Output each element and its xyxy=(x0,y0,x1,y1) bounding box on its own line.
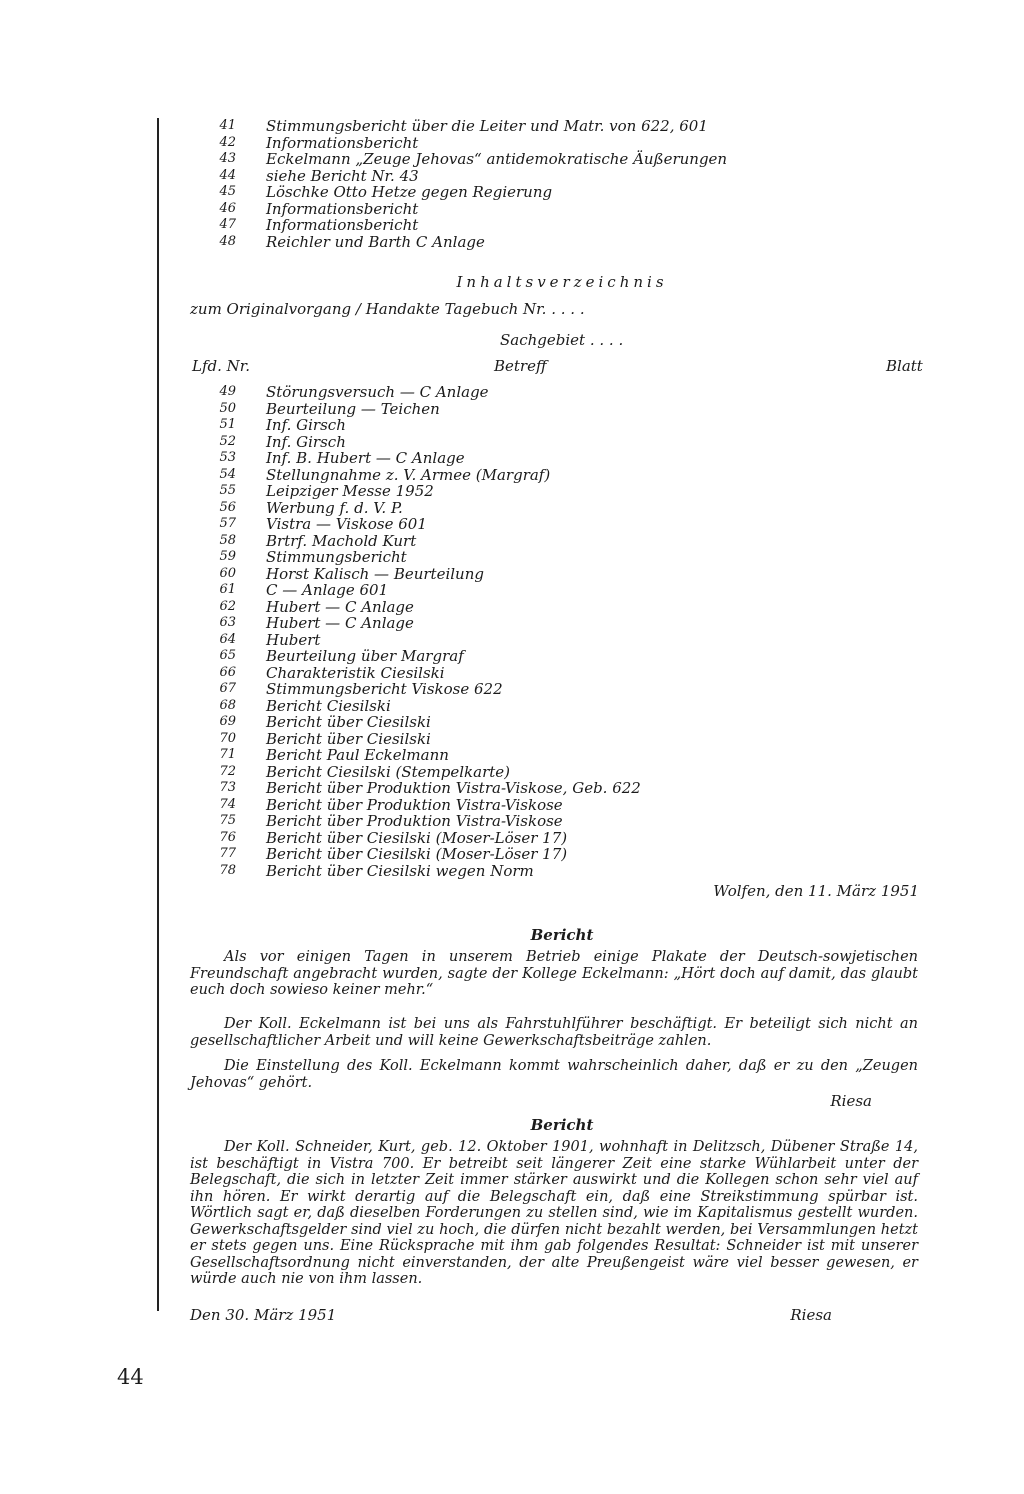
entry-number: 44 xyxy=(219,167,236,183)
entry-number: 68 xyxy=(219,697,236,713)
entry-text: Eckelmann „Zeuge Jehovas“ antidemokratische Äußerungen xyxy=(266,150,728,168)
list-item xyxy=(200,533,900,550)
entry-text: Bericht über Ciesilski (Moser-Löser 17) xyxy=(266,828,568,847)
entry-text: Bericht Ciesilski (Stempelkarte) xyxy=(266,762,511,781)
entry-text: Brtrf. Machold Kurt xyxy=(266,531,417,550)
list-item xyxy=(200,234,900,251)
list-item xyxy=(200,483,900,500)
report1-paragraph-2 xyxy=(190,1016,918,1049)
report2-heading: Bericht xyxy=(530,1116,594,1134)
entry-text: Beurteilung über Margraf xyxy=(266,647,464,665)
entry-text: Bericht Paul Eckelmann xyxy=(266,746,449,764)
list-item xyxy=(200,500,900,517)
entry-text: Bericht über Ciesilski xyxy=(266,729,431,748)
entry-text: Charakteristik Ciesilski xyxy=(266,663,445,682)
list-item xyxy=(200,516,900,533)
col-header-blatt: Blatt xyxy=(886,357,923,375)
list-item xyxy=(200,714,900,731)
entry-text: Bericht über Produktion Vistra-Viskose, Geb. 622 xyxy=(266,779,641,797)
report2-date: Den 30. März 1951 xyxy=(190,1306,337,1324)
entry-number: 47 xyxy=(219,217,236,232)
list-item xyxy=(200,434,900,451)
wolfen-date: Wolfen, den 11. März 1951 xyxy=(713,882,919,900)
entry-number: 46 xyxy=(219,200,236,216)
entry-number: 69 xyxy=(219,714,236,729)
list-item xyxy=(200,184,900,201)
entry-number: 53 xyxy=(219,450,236,465)
list-item xyxy=(200,665,900,682)
entry-number: 54 xyxy=(219,466,236,482)
list-item xyxy=(200,417,900,434)
list-item xyxy=(200,747,900,764)
entry-number: 48 xyxy=(219,233,236,249)
report1-place: Riesa xyxy=(830,1092,872,1110)
entry-text: Stimmungsbericht Viskose 622 xyxy=(266,680,503,698)
entry-number: 51 xyxy=(219,417,236,432)
list-item xyxy=(200,217,900,234)
entry-text: Inf. B. Hubert — C Anlage xyxy=(266,449,465,467)
entry-text: Inf. Girsch xyxy=(266,432,346,451)
col-header-nr: Lfd. Nr. xyxy=(192,357,251,375)
report2-paragraph xyxy=(190,1139,918,1288)
report1-p3-text: Die Einstellung des Koll. Eckelmann kommt wahrscheinlich daher, daß er zu den „Zeugen Jehovas“ gehört. xyxy=(190,1058,918,1091)
report1-paragraph-3 xyxy=(190,1058,918,1091)
entry-number: 71 xyxy=(219,747,236,762)
entry-number: 43 xyxy=(219,151,236,166)
list-item xyxy=(200,384,900,401)
entry-text: Bericht über Produktion Vistra-Viskose xyxy=(266,795,563,814)
entry-text: Löschke Otto Hetze gegen Regierung xyxy=(266,183,553,201)
entry-number: 76 xyxy=(219,829,236,845)
list-item xyxy=(200,648,900,665)
entry-text: Reichler und Barth C Anlage xyxy=(266,232,485,251)
report1-paragraph-1 xyxy=(190,949,918,999)
entry-number: 61 xyxy=(219,582,236,597)
entry-text: Stellungnahme z. V. Armee (Margraf) xyxy=(266,465,551,484)
list-item xyxy=(200,813,900,830)
entry-number: 60 xyxy=(219,565,236,581)
entry-text: Störungsversuch — C Anlage xyxy=(266,383,489,401)
list-item xyxy=(200,151,900,168)
list-item xyxy=(200,830,900,847)
entry-number: 62 xyxy=(219,598,236,614)
entry-number: 70 xyxy=(219,730,236,746)
entry-text: Informationsbericht xyxy=(266,199,419,218)
entry-text: siehe Bericht Nr. 43 xyxy=(266,166,419,185)
entry-text: Bericht über Produktion Vistra-Viskose xyxy=(266,812,563,830)
entry-text: Stimmungsbericht über die Leiter und Matr. von 622, 601 xyxy=(266,117,708,135)
report1-p1-text: Als vor einigen Tagen in unserem Betrieb einige Plakate der Deutsch-sowjetischen Freundschaft angebracht wurden, sagte der Kollege Eckelmann: „Hört doch auf damit, das glaubt euch doch sowieso keiner mehr.“ xyxy=(190,949,918,998)
entry-number: 75 xyxy=(219,813,236,828)
entry-number: 50 xyxy=(219,400,236,416)
entry-number: 78 xyxy=(219,862,236,878)
entry-number: 77 xyxy=(219,846,236,861)
toc-sachgebiet: Sachgebiet . . . . xyxy=(500,331,624,349)
entry-text: Bericht über Ciesilski xyxy=(266,713,431,731)
entry-text: Bericht Ciesilski xyxy=(266,696,391,715)
entry-text: Inf. Girsch xyxy=(266,416,346,434)
report2-place: Riesa xyxy=(790,1306,832,1324)
list-item xyxy=(200,681,900,698)
list-item xyxy=(200,118,900,135)
list-item xyxy=(200,863,900,880)
entry-number: 67 xyxy=(219,681,236,696)
list-item xyxy=(200,401,900,418)
report2-p1-text: Der Koll. Schneider, Kurt, geb. 12. Oktober 1901, wohnhaft in Delitzsch, Dübener Straße 14, ist beschäftigt in Vistra 700. Er betreibt seit längerer Zeit eine starke Wühlarbeit unter der Belegschaft, die sich in letzter Zeit immer stärker auswirkt und die Kollegen schon sehr viel auf ihn hören. Er wirkt derartig auf die Belegschaft ein, daß eine Streikstimmung spürbar ist. Wörtlich sagt er, daß dieselben Forderungen zu stellen sind, wie im Kapitalismus gestellt wurden. Gewerkschaftsgelder sind viel zu hoch, die dürfen nicht bezahlt werden, bei Versammlungen hetzt er stets gegen uns. Eine Rücksprache mit ihm gab folgendes Resultat: Schneider ist mit unserer Gesellschaftsordnung nicht einverstanden, der alte Preußengeist wäre viel besser gewesen, er würde auch nie von ihm lassen. xyxy=(190,1139,918,1287)
list-item xyxy=(200,731,900,748)
entry-text: Beurteilung — Teichen xyxy=(266,399,440,418)
entry-number: 41 xyxy=(219,118,236,133)
report1-p2-text: Der Koll. Eckelmann ist bei uns als Fahrstuhlführer beschäftigt. Er beteiligt sich nicht an gesellschaftlicher Arbeit und will keine Gewerkschaftsbeiträge zahlen. xyxy=(190,1016,918,1049)
entry-text: Hubert — C Anlage xyxy=(266,597,414,616)
list-item xyxy=(200,467,900,484)
entry-text: Leipziger Messe 1952 xyxy=(266,482,434,500)
list-item xyxy=(200,846,900,863)
col-header-betreff: Betreff xyxy=(494,357,547,375)
entry-text: Bericht über Ciesilski wegen Norm xyxy=(266,861,534,880)
list-item xyxy=(200,201,900,218)
list-item xyxy=(200,450,900,467)
entry-number: 49 xyxy=(219,384,236,399)
entry-number: 64 xyxy=(219,631,236,647)
entry-text: Informationsbericht xyxy=(266,216,419,234)
list-item xyxy=(200,797,900,814)
entry-list-main xyxy=(200,384,900,879)
entry-number: 74 xyxy=(219,796,236,812)
list-item xyxy=(200,599,900,616)
entry-number: 72 xyxy=(219,763,236,779)
entry-text: Horst Kalisch — Beurteilung xyxy=(266,564,484,583)
entry-text: Bericht über Ciesilski (Moser-Löser 17) xyxy=(266,845,568,863)
list-item xyxy=(200,615,900,632)
entry-text: Hubert xyxy=(266,630,321,649)
entry-number: 63 xyxy=(219,615,236,630)
list-item xyxy=(200,549,900,566)
entry-number: 57 xyxy=(219,516,236,531)
list-item xyxy=(200,135,900,152)
entry-text: C — Anlage 601 xyxy=(266,581,389,599)
list-item xyxy=(200,780,900,797)
entry-number: 52 xyxy=(219,433,236,449)
list-item xyxy=(200,168,900,185)
entry-number: 58 xyxy=(219,532,236,548)
entry-text: Stimmungsbericht xyxy=(266,548,407,566)
list-item xyxy=(200,632,900,649)
list-item xyxy=(200,582,900,599)
entry-text: Vistra — Viskose 601 xyxy=(266,515,427,533)
page-number: 44 xyxy=(117,1365,144,1389)
entry-text: Informationsbericht xyxy=(266,133,419,152)
entry-text: Hubert — C Anlage xyxy=(266,614,414,632)
entry-number: 45 xyxy=(219,184,236,199)
entry-number: 56 xyxy=(219,499,236,515)
entry-number: 42 xyxy=(219,134,236,150)
list-item xyxy=(200,698,900,715)
list-item xyxy=(200,764,900,781)
entry-text: Werbung f. d. V. P. xyxy=(266,498,403,517)
entry-number: 59 xyxy=(219,549,236,564)
entry-number: 66 xyxy=(219,664,236,680)
toc-title: Inhaltsverzeichnis xyxy=(456,273,668,291)
report1-heading: Bericht xyxy=(530,926,594,944)
entry-number: 65 xyxy=(219,648,236,663)
entry-list-top xyxy=(200,118,900,250)
list-item xyxy=(200,566,900,583)
entry-number: 73 xyxy=(219,780,236,795)
toc-subtitle: zum Originalvorgang / Handakte Tagebuch Nr. . . . . xyxy=(190,300,585,318)
entry-number: 55 xyxy=(219,483,236,498)
